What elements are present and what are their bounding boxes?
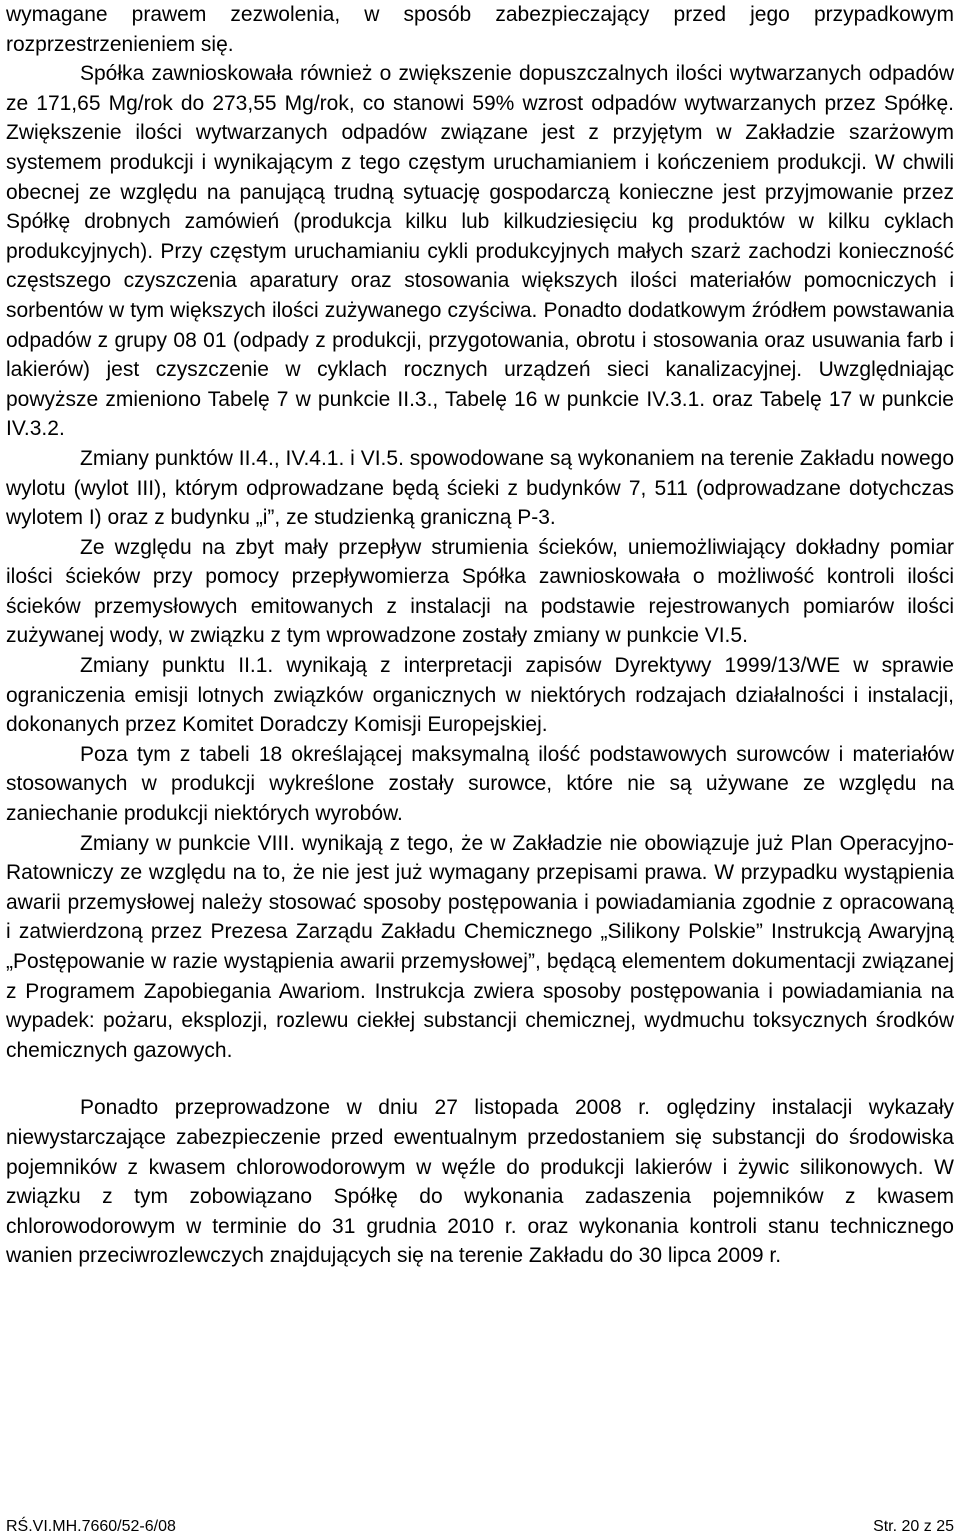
paragraph-waste-increase: Spółka zawnioskowała również o zwiększenie dopuszczalnych ilości wytwarzanych odpadów ze 171,65 Mg/rok do 273,55 Mg/rok, co stanowi 59% wzrost odpadów wytwarzanych przez Spółkę. Zwiększenie ilości wytwarzanych odpadów związane jest z przyjętym w Zakładzie szarżowym systemem produkcji i wynikającym z tego częstym uruchamianiem i kończeniem produkcji. W chwili obecnej ze względu na panującą trudną sytuację gospodarczą konieczne jest przyjmowanie przez Spółkę drobnych zamówień (produkcja kilku lub kilkudziesięciu kg produktów w kilku cyklach produkcyjnych). Przy częstym uruchamianiu cykli produkcyjnych małych szarż zachodzi konieczność częstszego czyszczenia aparatury oraz stosowania większych ilości materiałów pomocniczych i sorbentów w tym większych ilości zużywanego czyściwa. Ponadto dodatkowym źródłem powstawania odpadów z grupy 08 01 (odpady z produkcji, przygotowania, obrotu i stosowania oraz usuwania farb i lakierów) jest czyszczenie w cyklach rocznych urządzeń sieci kanalizacyjnej. Uwzględniając powyższe zmieniono Tabelę 7 w punkcie II.3., Tabelę 16 w punkcie IV.3.1. oraz Tabelę 17 w punkcie IV.3.2. xyxy=(6,62,954,441)
page-number: Str. 20 z 25 xyxy=(873,1518,954,1535)
paragraph-directive-changes: Zmiany punktu II.1. wynikają z interpretacji zapisów Dyrektywy 1999/13/WE w sprawie ograniczenia emisji lotnych związków organicznych w niektórych rodzajach działalności i instalacji, dokonanych przez Komitet Doradczy Komisji Europejskiej. xyxy=(6,654,954,737)
paragraph-continuation: wymagane prawem zezwolenia, w sposób zabezpieczający przed jego przypadkowym rozprzestrzenieniem się. xyxy=(6,3,954,56)
page-footer xyxy=(6,1516,954,1537)
paragraph-emergency-plan: Zmiany w punkcie VIII. wynikają z tego, że w Zakładzie nie obowiązuje już Plan Operacyjno-Ratowniczy ze względu na to, że nie jest już wymagany przepisami prawa. W przypadku wystąpienia awarii przemysłowej należy stosować sposoby postępowania i powiadamiania zgodnie z opracowaną i zatwierdzoną przez Prezesa Zarządu Zakładu Chemicznego „Silikony Polskie” Instrukcją Awaryjną „Postępowanie w razie wystąpienia awarii przemysłowej”, będącą elementem dokumentacji związanej z Programem Zapobiegania Awariom. Instrukcja zwiera sposoby postępowania i powiadamiania na wypadek: pożaru, eksplozji, rozlewu ciekłej substancji chemicznej, wydmuchu toksycznych środków chemicznych gazowych. xyxy=(6,831,954,1062)
paragraph-raw-materials: Poza tym z tabeli 18 określającej maksymalną ilość podstawowych surowców i materiałów stosowanych w produkcji wykreślone zostały surowce, które nie są używane ze względu na zaniechanie produkcji niektórych wyrobów. xyxy=(6,742,954,826)
paragraph-inspection: Ponadto przeprowadzone w dniu 27 listopada 2008 r. oględziny instalacji wykazały niewystarczające zabezpieczenie przed ewentualnym przedostaniem się substancji do środowiska pojemników z kwasem chlorowodorowym w węźle do produkcji lakierów i żywic silikonowych. W związku z tym zobowiązano Spółkę do wykonania zadaszenia pojemników z kwasem chlorowodorowym w terminie do 31 grudnia 2010 r. oraz wykonania kontroli stanu technicznego wanien przeciwrozlewczych znajdujących się na terenie Zakładu do 30 lipca 2009 r. xyxy=(6,1096,954,1268)
paragraph-flow-measurement: Ze względu na zbyt mały przepływ strumienia ścieków, uniemożliwiający dokładny pomiar ilości ścieków przy pomocy przepływomierza Spółka zawnioskowała o możliwość kontroli ilości ścieków przemysłowych emitowanych z instalacji na podstawie rejestrowanych pomiarów ilości zużywanej wody, w związku z tym wprowadzone zostały zmiany w punkcie VI.5. xyxy=(6,535,954,648)
paragraph-outlet-changes: Zmiany punktów II.4., IV.4.1. i VI.5. spowodowane są wykonaniem na terenie Zakładu nowego wylotu (wylot III), którym odprowadzane będą ścieki z budynków 7, 511 (odprowadzane dotychczas wylotem I) oraz z budynku „i”, ze studzienką graniczną P-3. xyxy=(6,446,954,530)
paragraph-gap xyxy=(6,1065,954,1093)
document-reference: RŚ.VI.MH.7660/52-6/08 xyxy=(6,1518,176,1535)
document-body xyxy=(6,0,954,1271)
